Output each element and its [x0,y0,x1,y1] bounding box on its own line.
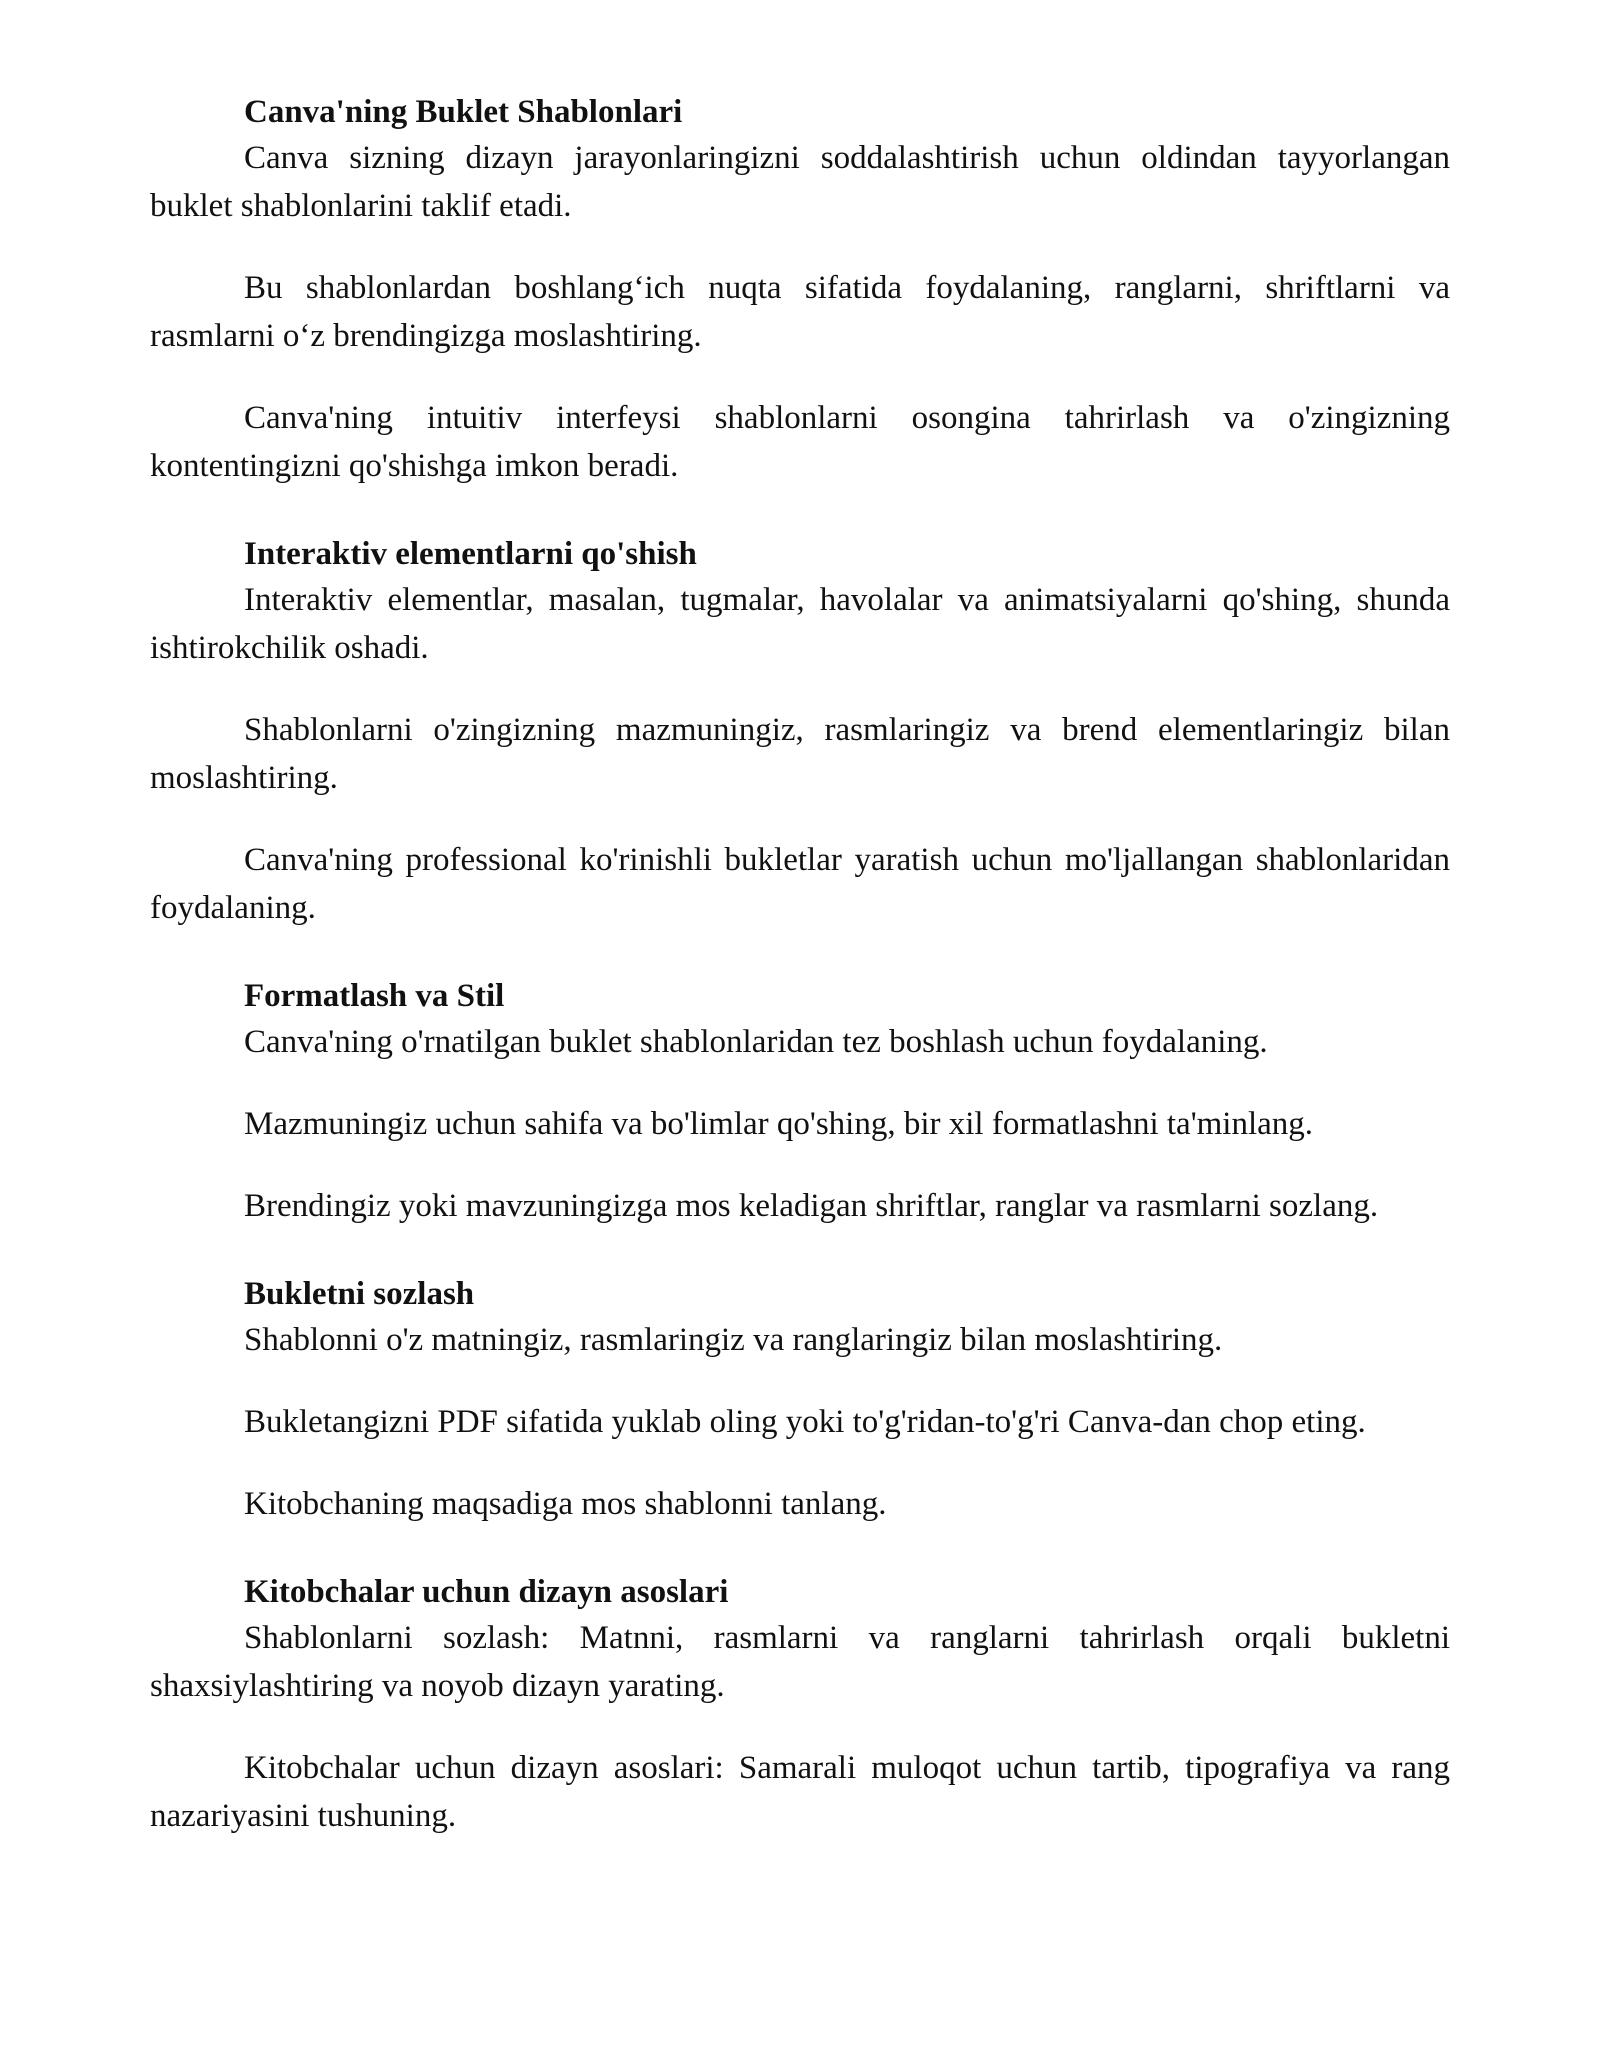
section-formatlash-va-stil [150,974,1450,1230]
paragraph: Bu shablonlardan boshlang‘ich nuqta sifatida foydalaning, ranglarni, shriftlarni va rasmlarni o‘z brendingizga moslashtiring. [150,270,1450,354]
paragraph: Shablonlarni sozlash: Matnni, rasmlarni va ranglarni tahrirlash orqali bukletni shaxsiylashtiring va noyob dizayn yarating. [150,1620,1450,1704]
paragraph: Canva'ning professional ko'rinishli bukletlar yaratish uchun mo'ljallangan shablonlaridan foydalaning. [150,842,1450,926]
paragraph: Shablonlarni o'zingizning mazmuningiz, rasmlaringiz va brend elementlaringiz bilan moslashtiring. [150,712,1450,796]
paragraph: Interaktiv elementlar, masalan, tugmalar, havolalar va animatsiyalarni qo'shing, shunda ishtirokchilik oshadi. [150,582,1450,666]
section-heading: Interaktiv elementlarni qo'shish [244,536,697,572]
paragraph: Canva'ning o'rnatilgan buklet shablonlaridan tez boshlash uchun foydalaning. [244,1024,1268,1060]
section-heading: Canva'ning Buklet Shablonlari [244,94,683,130]
section-dizayn-asoslari [150,1570,1450,1840]
section-canva-buklet-shablonlari [150,90,1450,490]
paragraph: Canva'ning intuitiv interfeysi shablonlarni osongina tahrirlash va o'zingizning kontentingizni qo'shishga imkon beradi. [150,400,1450,484]
section-interaktiv-elementlar [150,532,1450,932]
paragraph: Bukletangizni PDF sifatida yuklab oling yoki to'g'ridan-to'g'ri Canva-dan chop eting. [244,1404,1366,1440]
section-bukletni-sozlash [150,1272,1450,1528]
section-heading: Formatlash va Stil [244,978,505,1014]
paragraph: Shablonni o'z matningiz, rasmlaringiz va ranglaringiz bilan moslashtiring. [244,1322,1223,1358]
section-heading: Bukletni sozlash [244,1276,475,1312]
section-heading: Kitobchalar uchun dizayn asoslari [244,1574,729,1610]
paragraph: Brendingiz yoki mavzuningizga mos keladigan shriftlar, ranglar va rasmlarni sozlang. [244,1188,1379,1224]
paragraph: Kitobchalar uchun dizayn asoslari: Samarali muloqot uchun tartib, tipografiya va rang nazariyasini tushuning. [150,1750,1450,1834]
paragraph: Mazmuningiz uchun sahifa va bo'limlar qo'shing, bir xil formatlashni ta'minlang. [244,1106,1314,1142]
paragraph: Canva sizning dizayn jarayonlaringizni soddalashtirish uchun oldindan tayyorlangan buklet shablonlarini taklif etadi. [150,140,1450,224]
paragraph: Kitobchaning maqsadiga mos shablonni tanlang. [244,1486,887,1522]
